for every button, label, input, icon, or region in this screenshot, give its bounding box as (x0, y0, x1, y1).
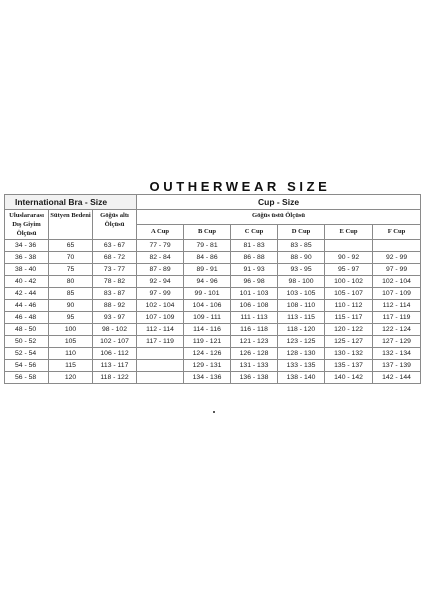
table-row (5, 264, 421, 276)
cell-intl-size: 42 - 44 (5, 288, 49, 300)
cell-underbust: 98 - 102 (93, 324, 137, 336)
column-header-row (5, 210, 421, 225)
cell-b-cup: 129 - 131 (184, 360, 231, 372)
cell-d-cup: 133 - 135 (278, 360, 325, 372)
cell-bra-band: 120 (49, 372, 93, 384)
cup-size-header: Cup - Size (137, 195, 421, 210)
cell-b-cup: 119 - 121 (184, 336, 231, 348)
stray-dot (213, 411, 215, 413)
cell-bra-band: 70 (49, 252, 93, 264)
cell-e-cup: 130 - 132 (325, 348, 373, 360)
cell-bra-band: 95 (49, 312, 93, 324)
cell-intl-size: 48 - 50 (5, 324, 49, 336)
cell-d-cup: 128 - 130 (278, 348, 325, 360)
col-international-size: Uluslararası Dış Giyim Ölçüsü (5, 210, 49, 240)
cell-e-cup: 135 - 137 (325, 360, 373, 372)
table-row (5, 276, 421, 288)
cell-c-cup: 106 - 108 (231, 300, 278, 312)
col-c-cup: C Cup (231, 225, 278, 240)
size-chart-table (4, 194, 421, 384)
cell-c-cup: 101 - 103 (231, 288, 278, 300)
cell-c-cup: 96 - 98 (231, 276, 278, 288)
cell-f-cup: 97 - 99 (373, 264, 421, 276)
cell-a-cup: 112 - 114 (137, 324, 184, 336)
cell-d-cup: 88 - 90 (278, 252, 325, 264)
table-row (5, 348, 421, 360)
cell-intl-size: 44 - 46 (5, 300, 49, 312)
table-row (5, 252, 421, 264)
cell-underbust: 88 - 92 (93, 300, 137, 312)
col-f-cup: F Cup (373, 225, 421, 240)
cell-underbust: 113 - 117 (93, 360, 137, 372)
cell-bra-band: 85 (49, 288, 93, 300)
cell-b-cup: 89 - 91 (184, 264, 231, 276)
cell-bra-band: 100 (49, 324, 93, 336)
cell-bra-band: 90 (49, 300, 93, 312)
cell-bra-band: 75 (49, 264, 93, 276)
cell-c-cup: 121 - 123 (231, 336, 278, 348)
cell-underbust: 73 - 77 (93, 264, 137, 276)
table-row (5, 312, 421, 324)
cell-intl-size: 46 - 48 (5, 312, 49, 324)
cell-d-cup: 98 - 100 (278, 276, 325, 288)
cell-intl-size: 36 - 38 (5, 252, 49, 264)
cell-e-cup: 115 - 117 (325, 312, 373, 324)
cell-a-cup: 87 - 89 (137, 264, 184, 276)
table-row (5, 240, 421, 252)
cell-c-cup: 86 - 88 (231, 252, 278, 264)
page-title: OUTHERWEAR SIZE (149, 179, 331, 194)
cell-c-cup: 126 - 128 (231, 348, 278, 360)
cell-underbust: 106 - 112 (93, 348, 137, 360)
col-e-cup: E Cup (325, 225, 373, 240)
cell-intl-size: 38 - 40 (5, 264, 49, 276)
cell-d-cup: 118 - 120 (278, 324, 325, 336)
cell-f-cup: 117 - 119 (373, 312, 421, 324)
col-bra-band: Sütyen Bedeni (49, 210, 93, 240)
cell-underbust: 93 - 97 (93, 312, 137, 324)
cell-e-cup: 90 - 92 (325, 252, 373, 264)
table-row (5, 372, 421, 384)
cell-underbust: 83 - 87 (93, 288, 137, 300)
cell-f-cup: 142 - 144 (373, 372, 421, 384)
table-row (5, 336, 421, 348)
cell-c-cup: 116 - 118 (231, 324, 278, 336)
cell-a-cup: 97 - 99 (137, 288, 184, 300)
cell-intl-size: 54 - 56 (5, 360, 49, 372)
cell-underbust: 63 - 67 (93, 240, 137, 252)
cell-f-cup: 92 - 99 (373, 252, 421, 264)
cell-intl-size: 56 - 58 (5, 372, 49, 384)
col-a-cup: A Cup (137, 225, 184, 240)
cell-intl-size: 34 - 36 (5, 240, 49, 252)
cell-d-cup: 108 - 110 (278, 300, 325, 312)
cell-f-cup: 132 - 134 (373, 348, 421, 360)
cell-e-cup: 95 - 97 (325, 264, 373, 276)
col-d-cup: D Cup (278, 225, 325, 240)
cell-underbust: 102 - 107 (93, 336, 137, 348)
cell-c-cup: 111 - 113 (231, 312, 278, 324)
cell-d-cup: 93 - 95 (278, 264, 325, 276)
cell-intl-size: 50 - 52 (5, 336, 49, 348)
cell-underbust: 68 - 72 (93, 252, 137, 264)
cell-f-cup: 122 - 124 (373, 324, 421, 336)
cell-e-cup: 110 - 112 (325, 300, 373, 312)
cell-underbust: 78 - 82 (93, 276, 137, 288)
cell-d-cup: 123 - 125 (278, 336, 325, 348)
table-row (5, 288, 421, 300)
group-header-row (5, 195, 421, 210)
table-row (5, 324, 421, 336)
cell-intl-size: 52 - 54 (5, 348, 49, 360)
table-row (5, 360, 421, 372)
cell-f-cup: 107 - 109 (373, 288, 421, 300)
table-row (5, 300, 421, 312)
cell-f-cup (373, 240, 421, 252)
cell-e-cup (325, 240, 373, 252)
cell-b-cup: 99 - 101 (184, 288, 231, 300)
cell-f-cup: 137 - 139 (373, 360, 421, 372)
cell-d-cup: 103 - 105 (278, 288, 325, 300)
cell-a-cup: 92 - 94 (137, 276, 184, 288)
cell-c-cup: 131 - 133 (231, 360, 278, 372)
cell-a-cup: 117 - 119 (137, 336, 184, 348)
cell-b-cup: 124 - 126 (184, 348, 231, 360)
cell-a-cup (137, 360, 184, 372)
col-b-cup: B Cup (184, 225, 231, 240)
cell-bra-band: 115 (49, 360, 93, 372)
cell-b-cup: 134 - 136 (184, 372, 231, 384)
cell-b-cup: 79 - 81 (184, 240, 231, 252)
cell-b-cup: 114 - 116 (184, 324, 231, 336)
size-table-body (5, 240, 421, 384)
international-bra-size-header: International Bra - Size (5, 195, 137, 210)
cell-b-cup: 109 - 111 (184, 312, 231, 324)
cell-e-cup: 125 - 127 (325, 336, 373, 348)
cell-e-cup: 120 - 122 (325, 324, 373, 336)
cell-a-cup: 77 - 79 (137, 240, 184, 252)
cell-c-cup: 91 - 93 (231, 264, 278, 276)
cell-bra-band: 65 (49, 240, 93, 252)
cell-b-cup: 94 - 96 (184, 276, 231, 288)
cell-a-cup: 102 - 104 (137, 300, 184, 312)
col-underbust: Göğüs altı Ölçüsü (93, 210, 137, 240)
cell-c-cup: 136 - 138 (231, 372, 278, 384)
cell-f-cup: 127 - 129 (373, 336, 421, 348)
cell-bra-band: 105 (49, 336, 93, 348)
cell-a-cup (137, 348, 184, 360)
cell-f-cup: 102 - 104 (373, 276, 421, 288)
cell-b-cup: 84 - 86 (184, 252, 231, 264)
cell-e-cup: 140 - 142 (325, 372, 373, 384)
cell-intl-size: 40 - 42 (5, 276, 49, 288)
cell-a-cup: 82 - 84 (137, 252, 184, 264)
cell-a-cup: 107 - 109 (137, 312, 184, 324)
cell-a-cup (137, 372, 184, 384)
cell-f-cup: 112 - 114 (373, 300, 421, 312)
cell-d-cup: 113 - 115 (278, 312, 325, 324)
cell-bra-band: 80 (49, 276, 93, 288)
cell-e-cup: 105 - 107 (325, 288, 373, 300)
cell-d-cup: 83 - 85 (278, 240, 325, 252)
cell-c-cup: 81 - 83 (231, 240, 278, 252)
cell-underbust: 118 - 122 (93, 372, 137, 384)
cell-bra-band: 110 (49, 348, 93, 360)
cell-b-cup: 104 - 106 (184, 300, 231, 312)
cell-e-cup: 100 - 102 (325, 276, 373, 288)
overbust-measure-title: Göğüs üstü Ölçüsü (137, 210, 421, 225)
cell-d-cup: 138 - 140 (278, 372, 325, 384)
